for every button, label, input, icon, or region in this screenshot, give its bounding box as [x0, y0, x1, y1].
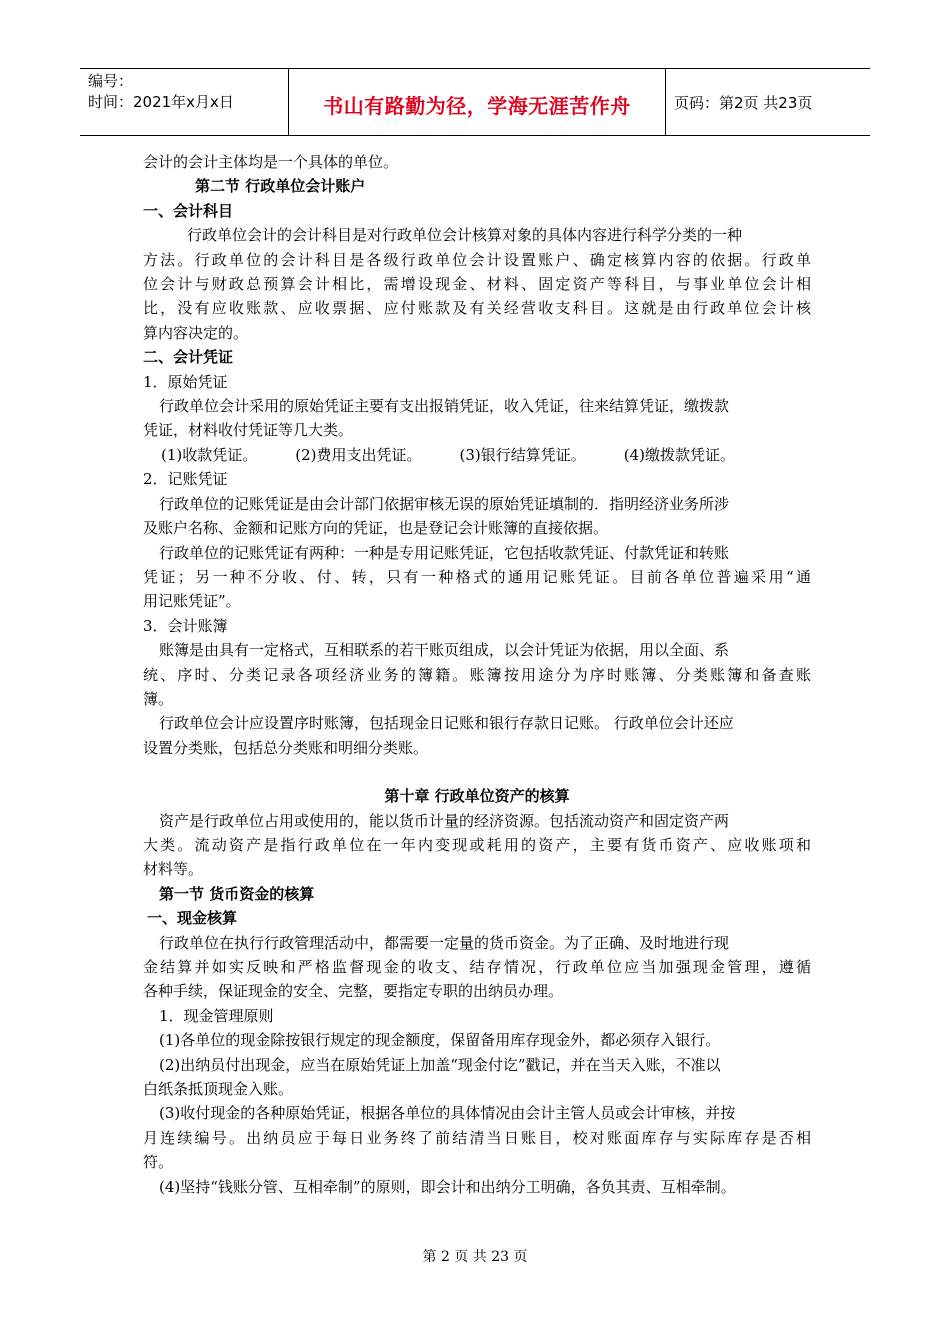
section-heading: 第二节 行政单位会计账户	[195, 177, 366, 196]
paragraph-line: (3)收付现金的各种原始凭证，根据各单位的具体情况由会计主管人员或会计审核，并按	[159, 1104, 736, 1123]
paragraph-line: 凭证；另一种不分收、付、转，只有一种格式的通用记账凭证。目前各单位普遍采用“通	[143, 567, 811, 586]
paragraph-line: 比，没有应收账款、应收票据、应付账款及有关经营收支科目。这就是由行政单位会计核	[143, 299, 811, 318]
paragraph-line: 行政单位在执行行政管理活动中，都需要一定量的货币资金。为了正确、及时地进行现	[159, 933, 730, 952]
paragraph-line: 行政单位的记账凭证有两种：一种是专用记账凭证，它包括收款凭证、付款凭证和转账	[159, 543, 730, 562]
paragraph-line: 设置分类账，包括总分类账和明细分类账。	[143, 738, 429, 757]
paragraph-line: (2)出纳员付出现金，应当在原始凭证上加盖“现金付讫”戳记，并在当天入账，不准以	[159, 1055, 721, 1074]
document-header	[80, 68, 870, 136]
subsection-heading: 一、会计科目	[143, 201, 234, 220]
subsection-heading: 一、现金核算	[147, 909, 238, 928]
header-page-info: 页码：第2页 共23页	[674, 93, 813, 112]
paragraph-line: 方法。行政单位的会计科目是各级行政单位会计设置账户、确定核算内容的依据。行政单	[143, 250, 811, 269]
paragraph-line: 统、序时、分类记录各项经济业务的簿籍。账簿按用途分为序时账簿、分类账簿和备查账	[143, 665, 811, 684]
paragraph-line: 账簿是由具有一定格式，互相联系的若干账页组成，以会计凭证为依据，用以全面、系	[159, 641, 730, 660]
voucher-type: (1)收款凭证。	[161, 445, 258, 464]
time-label: 时间：2021年x月x日	[88, 93, 234, 111]
page-footer: 第 2 页 共 23 页	[422, 1249, 528, 1265]
header-motto: 书山有路勤为径，学海无涯苦作舟	[288, 69, 666, 135]
paragraph-line: 月连续编号。出纳员应于每日业务终了前结清当日账目，校对账面库存与实际库存是否相	[143, 1128, 811, 1147]
voucher-type: (2)费用支出凭证。	[295, 445, 422, 464]
paragraph-line: 材料等。	[143, 860, 204, 879]
paragraph-line: (4)坚持“钱账分管、互相牵制”的原则，即会计和出纳分工明确，各负其责、互相牵制。	[159, 1177, 736, 1196]
paragraph-line: 用记账凭证”。	[143, 592, 241, 611]
voucher-type: (4)缴拨款凭证。	[623, 445, 735, 464]
paragraph-line: 金结算并如实反映和严格监督现金的收支、结存情况，行政单位应当加强现金管理，遵循	[143, 958, 811, 976]
section-heading: 第一节 货币资金的核算	[159, 884, 315, 903]
item-heading: 1．原始凭证	[143, 372, 228, 391]
paragraph-line: 行政单位的记账凭证是由会计部门依据审核无误的原始凭证填制的．指明经济业务所涉	[159, 494, 730, 513]
paragraph-line: 算内容决定的。	[143, 323, 249, 342]
voucher-type: (3)银行结算凭证。	[459, 445, 586, 464]
paragraph-line: 会计的会计主体均是一个具体的单位。	[143, 153, 399, 171]
number-label: 编号：	[88, 72, 134, 90]
paragraph-line: 资产是行政单位占用或使用的，能以货币计量的经济资源。包括流动资产和固定资产两	[159, 811, 730, 830]
paragraph-line: 凭证，材料收付凭证等几大类。	[143, 421, 354, 440]
paragraph-line: 各种手续，保证现金的安全、完整，要指定专职的出纳员办理。	[143, 982, 564, 1001]
paragraph-line: 行政单位会计采用的原始凭证主要有支出报销凭证，收入凭证，往来结算凭证，缴拨款	[159, 397, 730, 416]
paragraph-line: (1)各单位的现金除按银行规定的现金额度，保留备用库存现金外，都必须存入银行。	[159, 1031, 721, 1050]
spacer	[143, 760, 811, 784]
paragraph-line: 位会计与财政总预算会计相比，需增设现金、材料、固定资产等科目，与事业单位会计相	[143, 275, 811, 294]
paragraph-line: 簿。	[143, 689, 174, 708]
paragraph-line: 大类。流动资产是指行政单位在一年内变现或耗用的资产，主要有货币资产、应收账项和	[143, 835, 811, 854]
paragraph-line: 符。	[143, 1153, 174, 1172]
header-meta	[80, 69, 288, 135]
chapter-heading: 第十章 行政单位资产的核算	[384, 787, 570, 806]
voucher-type-list	[143, 443, 811, 467]
item-heading: 1．现金管理原则	[159, 1006, 274, 1025]
paragraph-line: 及账户名称、金额和记账方向的凭证，也是登记会计账簿的直接依据。	[143, 519, 609, 538]
subsection-heading: 二、会计凭证	[143, 348, 234, 367]
document-body	[143, 150, 811, 1199]
paragraph-line: 白纸条抵顶现金入账。	[143, 1080, 294, 1099]
paragraph-line: 行政单位会计的会计科目是对行政单位会计核算对象的具体内容进行科学分类的一种	[187, 226, 743, 245]
item-heading: 2．记账凭证	[143, 470, 228, 489]
item-heading: 3．会计账簿	[143, 616, 228, 635]
paragraph-line: 行政单位会计应设置序时账簿，包括现金日记账和银行存款日记账。 行政单位会计还应	[159, 714, 734, 733]
